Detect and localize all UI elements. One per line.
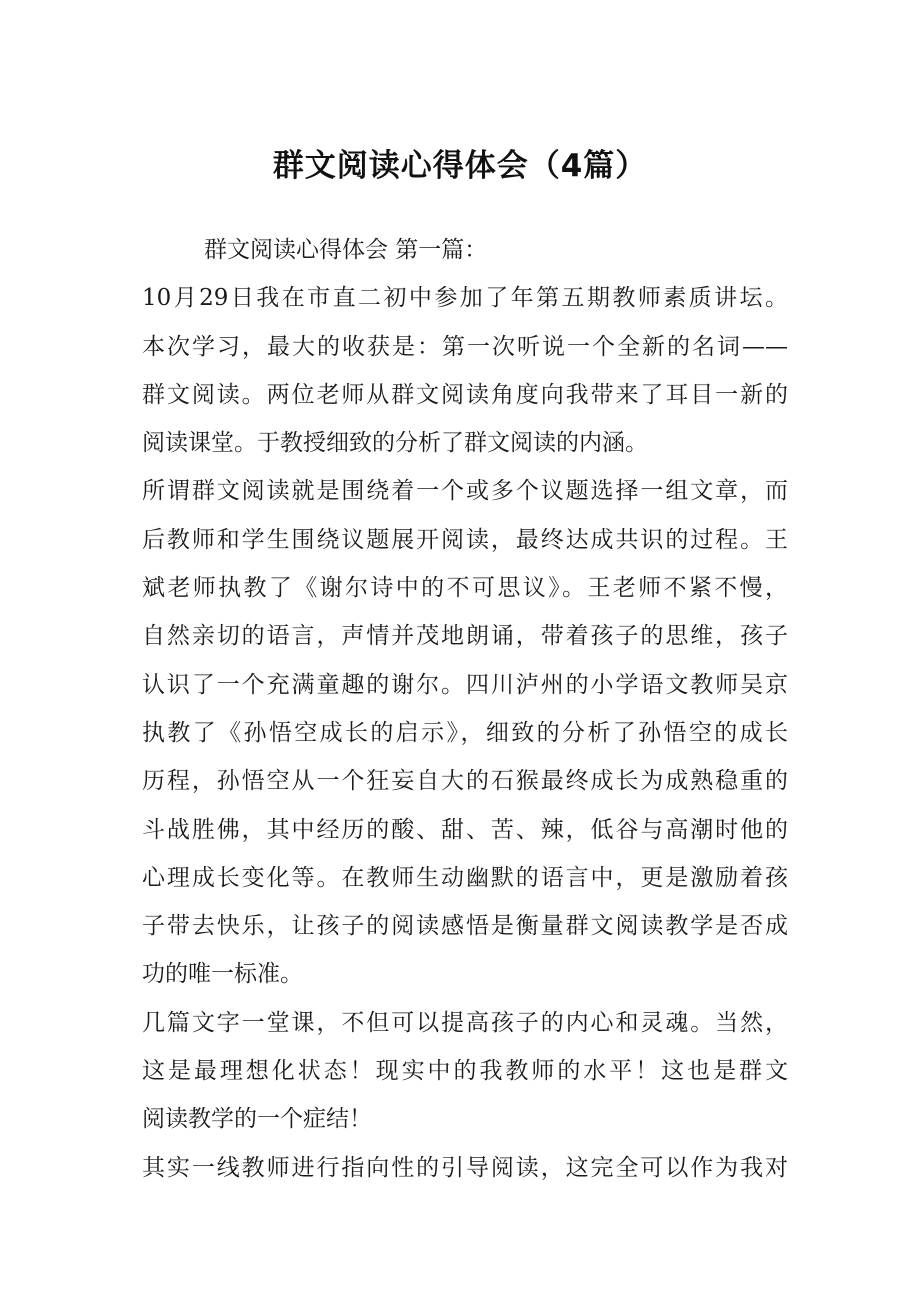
text-line: 自然亲切的语言，声情并茂地朗诵，带着孩子的思维，孩子 [142,623,788,650]
text-line: 几篇文字一堂课，不但可以提高孩子的内心和灵魂。当然， [142,1009,788,1036]
text-line: 历程，孙悟空从一个狂妄自大的石猴最终成长为成熟稳重的 [142,768,788,795]
document-title: 群文阅读心得体会（4篇） [272,148,648,184]
text-line: 认识了一个充满童趣的谢尔。四川泸州的小学语文教师吴京 [142,671,788,698]
text-line: 功的唯一标准。 [142,961,303,988]
text-line: 阅读教学的一个症结！ [142,1106,372,1133]
section-heading: 群文阅读心得体会 第一篇： [204,237,488,263]
text-line: 心理成长变化等。在教师生动幽默的语言中，更是激励着孩 [142,864,788,891]
text-line: 其实一线教师进行指向性的引导阅读，这完全可以作为我对 [142,1154,788,1181]
text-line: 执教了《孙悟空成长的启示》，细致的分析了孙悟空的成长 [142,719,788,746]
text-line: 10月29日我在市直二初中参加了年第五期教师素质讲坛。 [142,285,788,312]
document-body [142,226,788,1192]
text-line: 群文阅读。两位老师从群文阅读角度向我带来了耳目一新的 [142,381,788,408]
text-line: 这是最理想化状态！现实中的我教师的水平！这也是群文 [142,1058,788,1085]
text-line: 本次学习，最大的收获是：第一次听说一个全新的名词—— [142,333,788,360]
text-line: 斌老师执教了《谢尔诗中的不可思议》。王老师不紧不慢， [142,575,788,602]
text-line: 阅读课堂。于教授细致的分析了群文阅读的内涵。 [142,430,648,457]
text-line: 子带去快乐，让孩子的阅读感悟是衡量群文阅读教学是否成 [142,913,788,940]
text-line: 斗战胜佛，其中经历的酸、甜、苦、辣，低谷与高潮时他的 [142,816,788,843]
text-line: 后教师和学生围绕议题展开阅读，最终达成共识的过程。王 [142,526,788,553]
text-line: 所谓群文阅读就是围绕着一个或多个议题选择一组文章，而 [142,478,788,505]
